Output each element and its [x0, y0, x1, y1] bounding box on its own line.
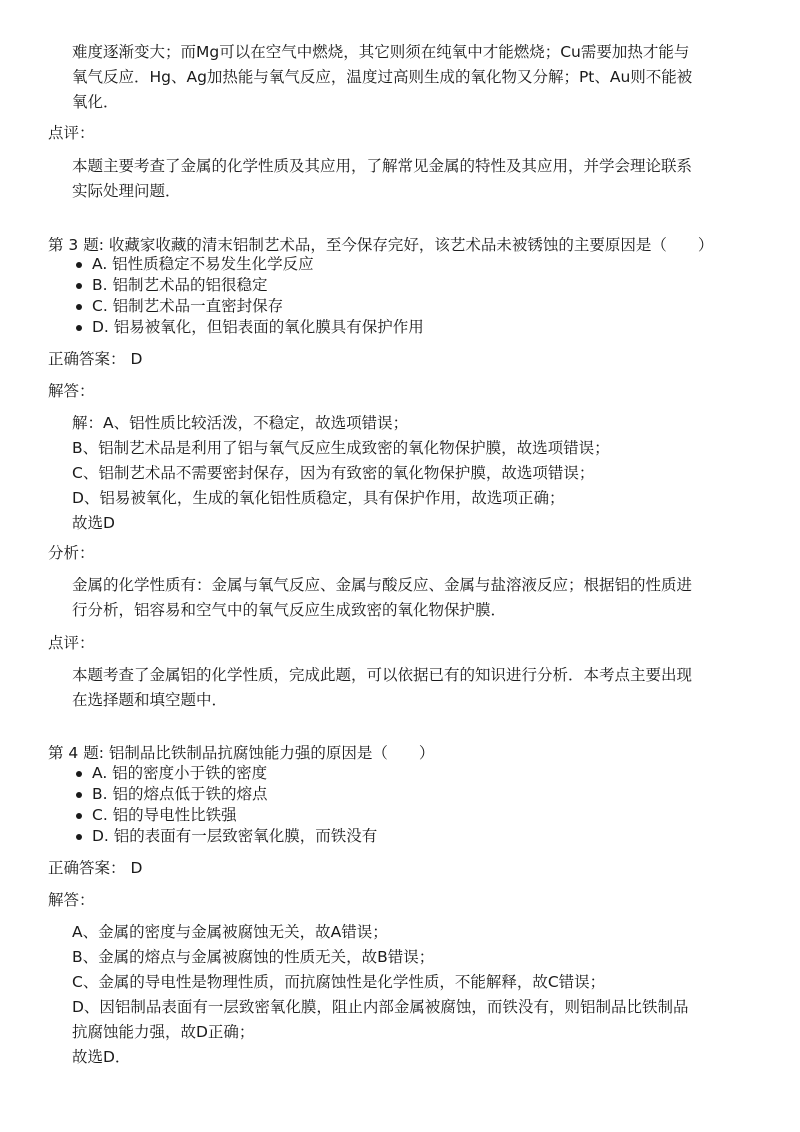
- question-4-answer: [48, 856, 142, 880]
- top-review: [72, 154, 732, 204]
- question-3-solution: [72, 411, 732, 536]
- question-3-review: [72, 663, 732, 713]
- option-c[interactable]: C. 铝制艺术品一直密封保存: [72, 296, 424, 317]
- option-d[interactable]: D. 铝易被氧化，但铝表面的氧化膜具有保护作用: [72, 317, 424, 338]
- solution-label: 解答：: [48, 382, 95, 400]
- answer-value: D: [130, 350, 143, 368]
- answer-label: 正确答案：: [48, 350, 126, 368]
- analysis-line: 行分析，铝容易和空气中的氧气反应生成致密的氧化物保护膜．: [72, 601, 507, 619]
- review-line: 本题主要考查了金属的化学性质及其应用，了解常见金属的特性及其应用，并学会理论联系: [72, 157, 693, 175]
- question-4-solution: [72, 920, 732, 1070]
- question-4-options: [72, 763, 377, 847]
- solution-line: A、金属的密度与金属被腐蚀无关，故A错误；: [72, 923, 388, 941]
- bullet-icon: [76, 304, 82, 310]
- option-a[interactable]: A. 铝性质稳定不易发生化学反应: [72, 254, 424, 275]
- question-3-options: [72, 254, 424, 338]
- solution-line: 抗腐蚀能力强，故D正确；: [72, 1023, 255, 1041]
- bullet-icon: [76, 834, 82, 840]
- bullet-icon: [76, 325, 82, 331]
- solution-line: B、铝制艺术品是利用了铝与氧气反应生成致密的氧化物保护膜，故选项错误；: [72, 439, 610, 457]
- question-3-title: 第 3 题: 收藏家收藏的清末铝制艺术品，至今保存完好，该艺术品未被锈蚀的主要原因是（ ）: [48, 236, 714, 254]
- option-c[interactable]: C. 铝的导电性比铁强: [72, 805, 377, 826]
- solution-line: 故选D．: [72, 1048, 131, 1066]
- option-a[interactable]: A. 铝的密度小于铁的密度: [72, 763, 377, 784]
- review-line: 实际处理问题．: [72, 182, 181, 200]
- solution-line: C、金属的导电性是物理性质，而抗腐蚀性是化学性质，不能解释，故C错误；: [72, 973, 606, 991]
- review-label: 点评：: [48, 634, 95, 652]
- solution-line: C、铝制艺术品不需要密封保存，因为有致密的氧化物保护膜，故选项错误；: [72, 464, 595, 482]
- answer-label: 正确答案：: [48, 859, 126, 877]
- bullet-icon: [76, 283, 82, 289]
- review-label: 点评：: [48, 124, 95, 142]
- explanation-line: 氧气反应．Hg、Ag加热能与氧气反应，温度过高则生成的氧化物又分解；Pt、Au则不能被: [72, 68, 693, 86]
- explanation-line: 氧化．: [72, 93, 119, 111]
- solution-line: D、铝易被氧化，生成的氧化铝性质稳定，具有保护作用，故选项正确；: [72, 489, 565, 507]
- option-b[interactable]: B. 铝制艺术品的铝很稳定: [72, 275, 424, 296]
- option-b[interactable]: B. 铝的熔点低于铁的熔点: [72, 784, 377, 805]
- question-3-analysis: [72, 573, 732, 623]
- option-d[interactable]: D. 铝的表面有一层致密氧化膜，而铁没有: [72, 826, 377, 847]
- solution-line: D、因铝制品表面有一层致密氧化膜，阻止内部金属被腐蚀，而铁没有，则铝制品比铁制品: [72, 998, 689, 1016]
- solution-line: 故选D: [72, 514, 115, 532]
- analysis-label: 分析：: [48, 544, 95, 562]
- analysis-line: 金属的化学性质有：金属与氧气反应、金属与酸反应、金属与盐溶液反应；根据铝的性质进: [72, 576, 693, 594]
- bullet-icon: [76, 771, 82, 777]
- bullet-icon: [76, 262, 82, 268]
- bullet-icon: [76, 813, 82, 819]
- bullet-icon: [76, 792, 82, 798]
- solution-line: B、金属的熔点与金属被腐蚀的性质无关，故B错误；: [72, 948, 435, 966]
- answer-value: D: [130, 859, 143, 877]
- review-line: 本题考查了金属铝的化学性质，完成此题，可以依据已有的知识进行分析．本考点主要出现: [72, 666, 693, 684]
- top-explanation: [72, 40, 732, 115]
- solution-label: 解答：: [48, 891, 95, 909]
- review-line: 在选择题和填空题中．: [72, 691, 228, 709]
- question-4-title: 第 4 题: 铝制品比铁制品抗腐蚀能力强的原因是（ ）: [48, 744, 435, 762]
- solution-line: 解：A、铝性质比较活泼，不稳定，故选项错误；: [72, 414, 409, 432]
- explanation-line: 难度逐渐变大；而Mg可以在空气中燃烧，其它则须在纯氧中才能燃烧；Cu需要加热才能与: [72, 43, 690, 61]
- question-3-answer: [48, 347, 142, 371]
